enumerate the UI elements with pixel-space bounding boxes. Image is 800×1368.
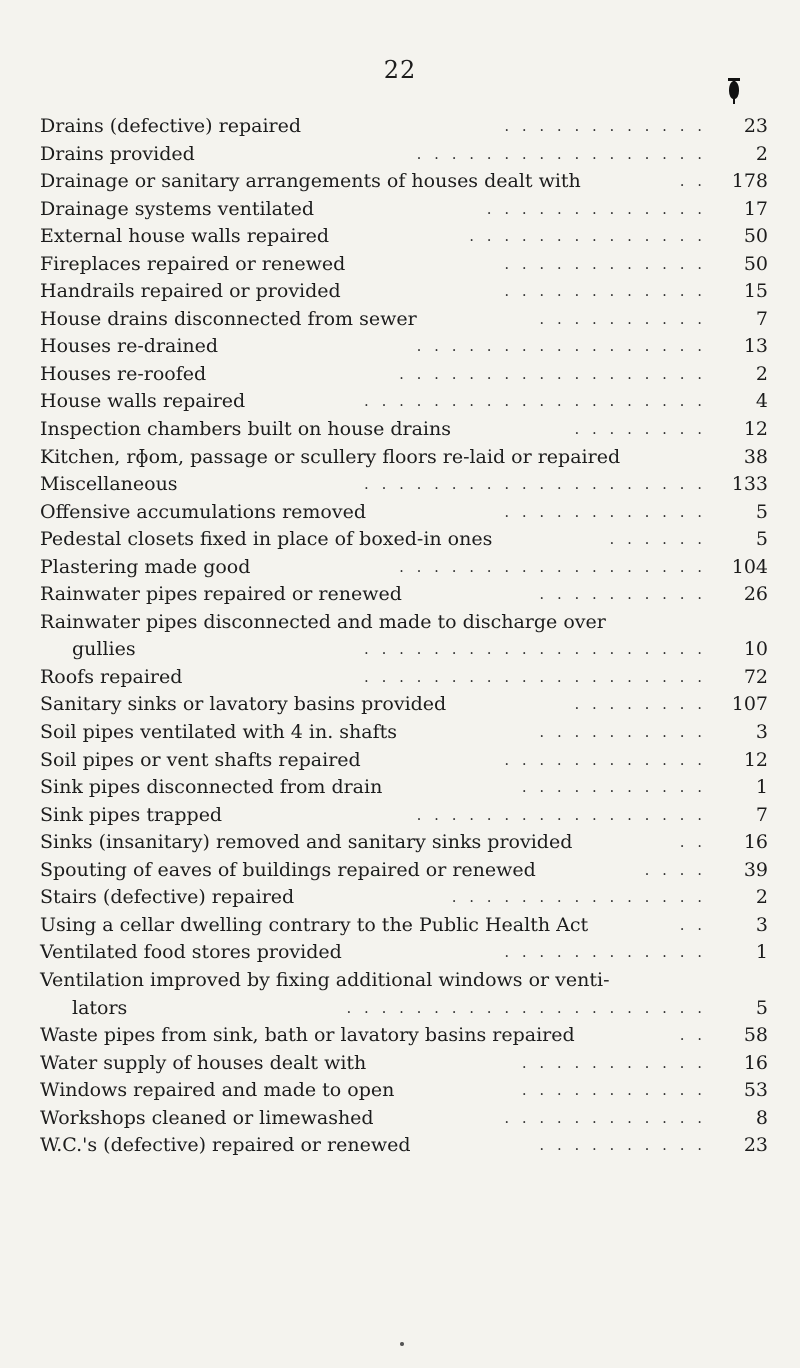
entry-count: 1 — [755, 776, 768, 799]
list-item — [40, 333, 768, 361]
dot-leaders: . . . . . . . . . . . . . . . . . . — [399, 557, 706, 576]
entry-label-text: Windows repaired and made to open — [40, 1079, 395, 1102]
entry-count: 38 — [743, 445, 768, 468]
entry-label — [40, 1022, 575, 1050]
entry-label-text: Rainwater pipes repaired or renewed — [40, 583, 402, 606]
entry-label — [40, 912, 588, 940]
entry-count: 2 — [755, 362, 768, 385]
entry-label — [40, 251, 345, 279]
entry-label — [40, 113, 301, 141]
entry-label-text: Sinks (insanitary) removed and sanitary sinks provided — [40, 831, 573, 854]
entry-label-text: Fireplaces repaired or renewed — [40, 252, 346, 275]
entry-label-text: Drains provided — [40, 142, 195, 165]
entry-count: 50 — [743, 252, 768, 275]
list-item — [40, 499, 768, 527]
dot-leaders: . . . . . . . . . . . — [521, 1081, 706, 1100]
entry-label — [40, 141, 195, 169]
dot-leaders: . . . . . . . . — [574, 695, 706, 714]
printer-ornament-icon — [728, 78, 740, 104]
entry-label — [40, 416, 451, 444]
entry-label-text: Drains (defective) repaired — [40, 115, 302, 137]
entry-count: 15 — [743, 280, 768, 303]
entry-label — [40, 747, 361, 775]
entry-label-text: Soil pipes ventilated with 4 in. shafts — [40, 721, 398, 744]
entry-count: 3 — [755, 721, 768, 744]
dot-leaders: . . . . . . . . . . . . . . . . . . . . . — [346, 998, 706, 1017]
dot-leaders: . . . . . . . . . . . . . . . . . — [416, 144, 706, 163]
list-item — [40, 912, 768, 940]
list-item — [40, 802, 768, 830]
list-item — [40, 857, 768, 885]
entry-label-text: Drainage or sanitary arrangements of houses dealt with — [40, 170, 581, 193]
entry-label-text: Houses re-roofed — [40, 362, 207, 385]
dot-leaders: . . . . . . . . . . . . — [504, 254, 706, 273]
entry-label — [40, 444, 620, 472]
dot-leaders: . . . . . . — [609, 530, 706, 549]
dot-leaders: . . . . . . . . . . . . . . . — [451, 888, 706, 907]
entry-label — [40, 774, 382, 802]
dot-leaders: . . . . . . . . . . . . . . . . . . — [399, 364, 706, 383]
entry-label-text: Waste pipes from sink, bath or lavatory basins repaired — [40, 1024, 575, 1047]
entry-count: 10 — [743, 638, 768, 661]
dot-leaders: . . . . . . . . . . — [539, 585, 706, 604]
entry-count: 5 — [755, 528, 768, 551]
entry-label — [40, 333, 218, 361]
list-item — [40, 774, 768, 802]
entry-label — [40, 1105, 374, 1133]
entry-label — [40, 223, 329, 251]
entry-count: 4 — [755, 390, 768, 413]
list-item — [40, 278, 768, 306]
entry-label — [40, 1050, 366, 1078]
entry-label — [40, 664, 182, 692]
entry-label-text: Kitchen, rɸom, passage or scullery floors re-laid or repaired — [40, 445, 621, 468]
dot-leaders: . . . . . . . . . . — [539, 723, 706, 742]
dot-leaders: . . . . . . . . . . — [539, 1136, 706, 1155]
entry-label-text: Stairs (defective) repaired — [40, 886, 295, 909]
entry-count: 12 — [743, 748, 768, 771]
entry-count: 13 — [743, 335, 768, 358]
entry-label — [40, 526, 492, 554]
dot-leaders: . . — [679, 915, 706, 934]
entry-label — [40, 361, 206, 389]
entry-count: 5 — [755, 996, 768, 1019]
dot-leaders: . . . . . . . . . . . . — [504, 282, 706, 301]
list-item — [40, 1105, 768, 1133]
entry-label-text: Sink pipes trapped — [40, 803, 223, 826]
list-item — [40, 361, 768, 389]
entry-count: 26 — [743, 583, 768, 606]
list-item — [40, 1022, 768, 1050]
entry-count: 8 — [755, 1106, 768, 1129]
dot-leaders: . . . . . . . . . . . . . . . . . . . . — [364, 667, 706, 686]
list-item — [40, 223, 768, 251]
list-item — [40, 581, 768, 609]
entry-label-text: Drainage systems ventilated — [40, 197, 315, 220]
list-item — [40, 554, 768, 582]
entry-count: 5 — [755, 500, 768, 523]
dot-leaders: . . . . . . . . . . . . . . . . . . . . — [364, 640, 706, 659]
list-item — [40, 168, 768, 196]
entry-label — [40, 499, 366, 527]
entry-label — [40, 554, 250, 582]
entry-count: 12 — [743, 418, 768, 441]
dot-leaders: . . — [679, 1026, 706, 1045]
list-item — [40, 471, 768, 499]
entry-label — [40, 829, 572, 857]
list-item — [40, 416, 768, 444]
entry-label — [40, 884, 294, 912]
entry-label-text: Miscellaneous — [40, 473, 178, 496]
entry-label-text: Handrails repaired or provided — [40, 280, 341, 303]
dot-leaders: . . . . . . . . . . . . . . . . . — [416, 337, 706, 356]
list-item — [40, 664, 768, 692]
entry-count: 7 — [755, 307, 768, 330]
dot-leaders: . . . . . . . . — [574, 420, 706, 439]
list-item — [40, 1077, 768, 1105]
list-item — [40, 829, 768, 857]
list-item — [40, 306, 768, 334]
entry-count: 1 — [755, 941, 768, 964]
dot-leaders: . . . . . . . . . . — [539, 309, 706, 328]
entry-label — [40, 691, 446, 719]
list-item — [40, 444, 768, 472]
entry-count: 2 — [755, 886, 768, 909]
entry-count: 39 — [743, 858, 768, 881]
entry-count: 104 — [731, 555, 768, 578]
entry-label-text: Rainwater pipes disconnected and made to discharge over — [40, 610, 606, 633]
entry-label — [40, 609, 606, 637]
entry-label-text: Plastering made good — [40, 555, 251, 578]
entry-label-text: Using a cellar dwelling contrary to the Public Health Act — [40, 913, 589, 936]
entry-label — [40, 802, 222, 830]
dot-leaders: . . — [679, 172, 706, 191]
entry-label-text: Ventilation improved by fixing additional windows or venti- — [40, 968, 610, 991]
entry-count: 53 — [743, 1079, 768, 1102]
list-item — [40, 939, 768, 967]
dot-leaders: . . . . . . . . . . . . . . . . . . . . — [364, 392, 706, 411]
entry-label-continuation: lators — [72, 996, 128, 1019]
entry-label-text: External house walls repaired — [40, 225, 330, 248]
entry-label-text: Workshops cleaned or limewashed — [40, 1106, 374, 1129]
list-item — [40, 251, 768, 279]
entry-count: 23 — [743, 115, 768, 137]
dot-leaders: . . . . . . . . . . . — [521, 1053, 706, 1072]
list-item — [40, 1050, 768, 1078]
entry-label-continuation: gullies — [72, 638, 136, 661]
entry-count: 107 — [731, 693, 768, 716]
entry-count: 16 — [743, 831, 768, 854]
list-item — [40, 719, 768, 747]
entry-label-text: W.C.'s (defective) repaired or renewed — [40, 1134, 411, 1157]
list-item — [40, 388, 768, 416]
entry-count: 16 — [743, 1051, 768, 1074]
entry-label — [40, 857, 536, 885]
entry-label — [40, 306, 417, 334]
entry-count: 23 — [743, 1134, 768, 1157]
entry-count: 133 — [731, 473, 768, 496]
entry-count: 72 — [743, 665, 768, 688]
entry-label-text: Water supply of houses dealt with — [40, 1051, 367, 1074]
list-item — [40, 141, 768, 169]
entry-label-text: House walls repaired — [40, 390, 246, 413]
dot-leaders: . . . . . . . . . . . . — [504, 1108, 706, 1127]
list-item — [40, 747, 768, 775]
entry-count: 17 — [743, 197, 768, 220]
dot-leaders: . . . . . . . . . . . . . . — [469, 227, 706, 246]
entry-label — [40, 939, 342, 967]
dot-leaders: . . . . — [644, 860, 706, 879]
entry-label — [40, 471, 178, 499]
entry-count: 58 — [743, 1024, 768, 1047]
entry-label-text: Houses re-drained — [40, 335, 219, 358]
page-mark — [400, 1342, 404, 1346]
dot-leaders: . . . . . . . . . . . — [521, 778, 706, 797]
entry-label — [40, 719, 397, 747]
dot-leaders: . . . . . . . . . . . . — [504, 943, 706, 962]
entry-count: 50 — [743, 225, 768, 248]
entry-label-text: Inspection chambers built on house drains — [40, 418, 451, 441]
dot-leaders: . . — [679, 833, 706, 852]
entry-count: 7 — [755, 803, 768, 826]
list-item — [40, 691, 768, 719]
entry-label — [40, 388, 245, 416]
page-number: 22 — [383, 56, 417, 84]
entry-label-text: House drains disconnected from sewer — [40, 307, 417, 330]
entry-label-text: Sanitary sinks or lavatory basins provided — [40, 693, 447, 716]
entry-label-text: Sink pipes disconnected from drain — [40, 776, 383, 799]
dot-leaders: . . . . . . . . . . . . — [504, 750, 706, 769]
entry-label — [40, 196, 314, 224]
entry-count: 3 — [755, 913, 768, 936]
dot-leaders: . . . . . . . . . . . . . — [486, 199, 706, 218]
entry-label-text: Offensive accumulations removed — [40, 500, 367, 523]
entry-label — [40, 1132, 411, 1160]
entry-label — [40, 1077, 394, 1105]
list-item — [40, 884, 768, 912]
entry-label-text: Spouting of eaves of buildings repaired or renewed — [40, 858, 536, 881]
entry-label-text: Roofs repaired — [40, 665, 183, 688]
entry-count: 178 — [731, 170, 768, 193]
entry-label-text: Ventilated food stores provided — [40, 941, 342, 964]
list-item — [40, 967, 768, 1022]
dot-leaders: . . . . . . . . . . . . — [504, 117, 706, 135]
list-item — [40, 113, 768, 141]
works-executed-list — [40, 113, 768, 1160]
entry-count: 2 — [755, 142, 768, 165]
entry-label-text: Pedestal closets fixed in place of boxed-in ones — [40, 528, 493, 551]
entry-label — [40, 278, 341, 306]
dot-leaders: . . . . . . . . . . . . . . . . . — [416, 805, 706, 824]
entry-label — [40, 581, 402, 609]
dot-leaders: . . . . . . . . . . . . . . . . . . . . — [364, 475, 706, 494]
list-item — [40, 609, 768, 664]
entry-label-text: Soil pipes or vent shafts repaired — [40, 748, 361, 771]
list-item — [40, 1132, 768, 1160]
entry-label — [40, 967, 610, 995]
entry-label — [40, 168, 581, 196]
list-item — [40, 526, 768, 554]
list-item — [40, 196, 768, 224]
dot-leaders: . . . . . . . . . . . . — [504, 502, 706, 521]
